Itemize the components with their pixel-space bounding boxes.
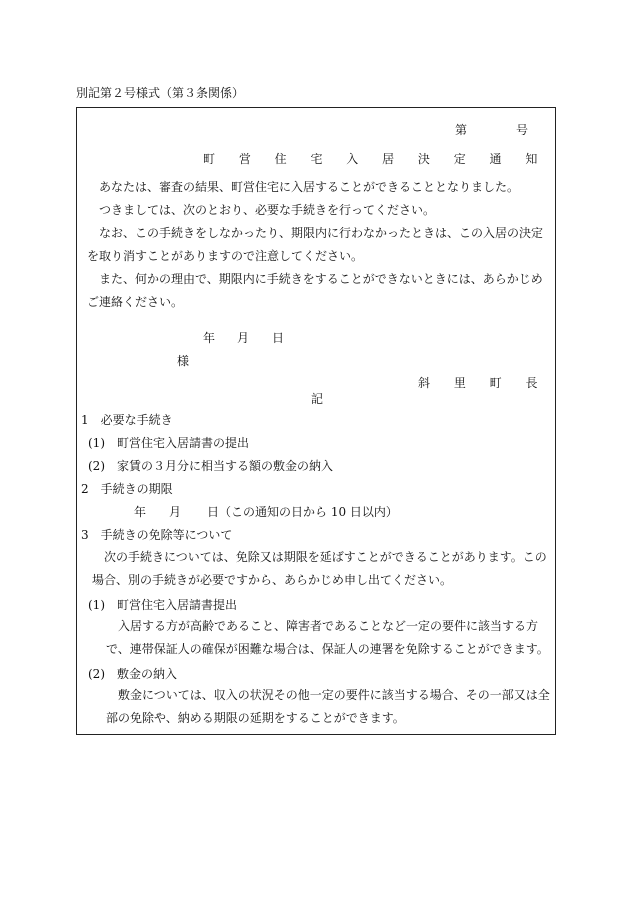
section-1-item-2: (2) 家賃の３月分に相当する額の敷金の納入 bbox=[88, 459, 333, 473]
section-1-item-1: (1) 町営住宅入居請書の提出 bbox=[88, 436, 249, 450]
date-year: 年 bbox=[203, 331, 216, 345]
section-3-intro: 次の手続きについては、免除又は期限を延ばすことができることがあります。この場合、別の手続きが必要ですから、あらかじめ申し出てください。 bbox=[92, 550, 547, 587]
ki-label: 記 bbox=[311, 392, 324, 406]
addressee-suffix: 様 bbox=[177, 354, 190, 368]
date-month: 月 bbox=[237, 331, 250, 345]
section-3-heading: 3 手続きの免除等について bbox=[81, 528, 233, 542]
section-1-heading: 1 必要な手続き bbox=[81, 413, 173, 427]
notice-paragraph-2: つきましては、次のとおり、必要な手続きを行ってください。 bbox=[99, 203, 436, 217]
notice-paragraph-3: なお、この手続きをしなかったり、期限内に行わなかったときは、この入居の決定を取り消すことがありますので注意してください。 bbox=[87, 226, 544, 263]
section-3-item-1-text: 入居する方が高齢であること、障害者であることなど一定の要件に該当する方で、連帯保証人の確保が困難な場合は、保証人の連署を免除することができます。 bbox=[106, 619, 549, 656]
section-3-item-1-label: (1) 町営住宅入居請書提出 bbox=[88, 598, 237, 612]
date-day: 日 bbox=[272, 331, 285, 345]
section-2-heading: 2 手続きの期限 bbox=[81, 482, 173, 496]
deadline-year: 年 bbox=[134, 505, 147, 519]
notice-title: 町 営 住 宅 入 居 決 定 通 知 bbox=[203, 152, 548, 166]
notice-number-label: 第 bbox=[455, 123, 468, 137]
section-3-item-2-text: 敷金については、収入の状況その他一定の要件に該当する場合、その一部又は全部の免除や、納める期限の延期をすることができます。 bbox=[106, 688, 550, 725]
deadline-month: 月 bbox=[169, 505, 182, 519]
form-label: 別記第２号様式（第３条関係） bbox=[76, 86, 245, 100]
deadline-day: 日（この通知の日から 10 日以内） bbox=[207, 505, 398, 519]
notice-paragraph-1: あなたは、審査の結果、町営住宅に入居することができることとなりました。 bbox=[99, 180, 520, 194]
notice-number-suffix: 号 bbox=[516, 123, 529, 137]
notice-paragraph-4: また、何かの理由で、期限内に手続きをすることができないときには、あらかじめご連絡ください。 bbox=[87, 272, 543, 309]
section-3-item-2-label: (2) 敷金の納入 bbox=[88, 667, 177, 681]
issuer-name: 斜 里 町 長 bbox=[418, 376, 548, 390]
